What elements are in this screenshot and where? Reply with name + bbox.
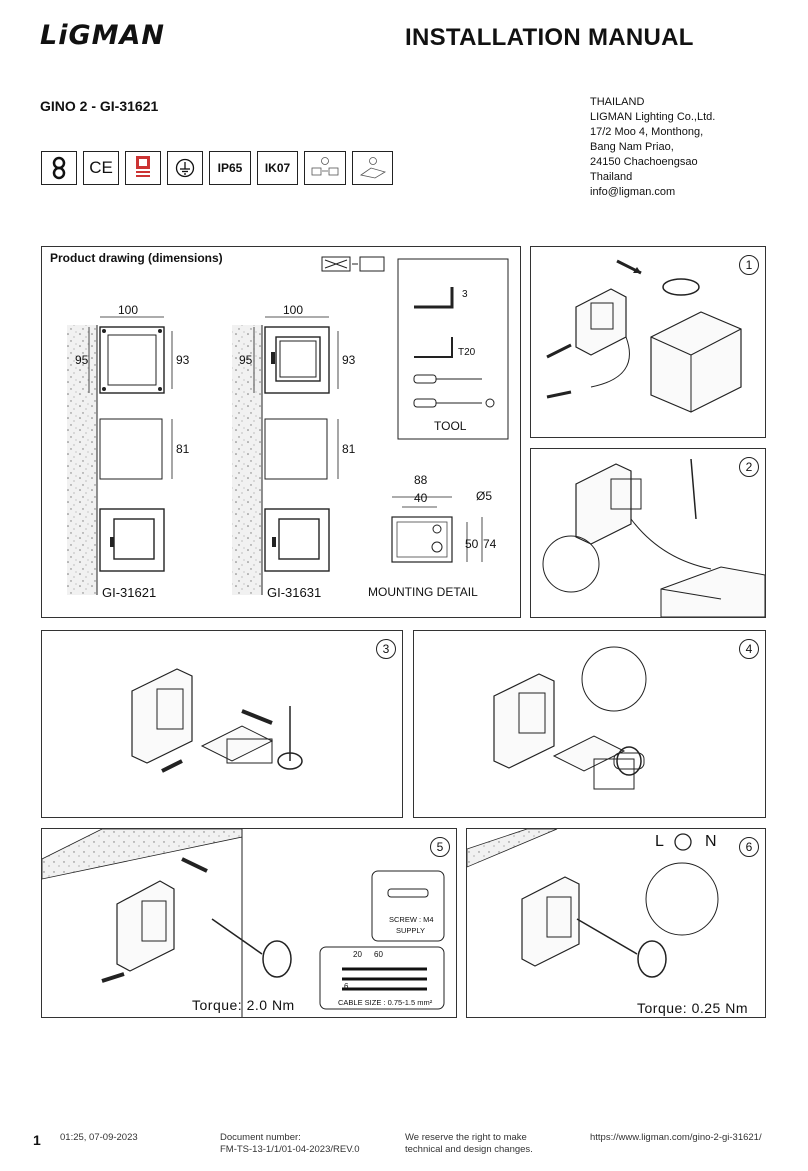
ip-rating-badge: IP65 <box>209 151 251 185</box>
strip-length-20: 20 <box>353 950 362 959</box>
tool-hex-size: 3 <box>462 289 468 300</box>
surface-mount-icon <box>304 151 346 185</box>
address-email: info@ligman.com <box>590 186 676 198</box>
dim-depth-a: 81 <box>176 442 190 456</box>
document-number-value: FM-TS-13-1/1/01-04-2023/REV.0 <box>220 1144 360 1155</box>
model-label-b: GI-31631 <box>267 585 322 600</box>
cable-size: CABLE SIZE : 0.75-1.5 mm² <box>338 998 433 1007</box>
address-line: 24150 Chachoengsao <box>590 156 698 168</box>
address-line: 17/2 Moo 4, Monthong, <box>590 126 704 138</box>
dim-height-b: 95 <box>239 353 253 367</box>
certification-row <box>41 151 393 185</box>
mount-width: 88 <box>414 473 428 487</box>
wire-neutral-label: N <box>705 833 717 850</box>
dim-height-a-right: 93 <box>176 353 190 367</box>
safety-mark-icon <box>125 151 161 185</box>
drawing-title: Product drawing (dimensions) <box>50 251 223 265</box>
address-line: THAILAND <box>590 96 645 108</box>
torque-value: Torque: 2.0 Nm <box>192 997 295 1013</box>
model-name: GINO 2 - GI-31621 <box>40 98 159 114</box>
step-number: 2 <box>739 457 759 477</box>
step-number: 1 <box>739 255 759 275</box>
step-6-panel <box>466 828 766 1018</box>
ce-mark-icon: CE <box>83 151 119 185</box>
dim-height-b-right: 93 <box>342 353 356 367</box>
strip-length-60: 60 <box>374 950 383 959</box>
mount-dim-50: 50 <box>465 537 479 551</box>
page-number: 1 <box>33 1132 41 1148</box>
screw-supply: SUPPLY <box>396 926 426 935</box>
company-address <box>590 95 715 200</box>
strip-length-6: 6 <box>344 982 349 991</box>
address-line: Thailand <box>590 171 633 183</box>
step-4-panel <box>413 630 766 818</box>
light-direction-icon <box>322 257 384 271</box>
dim-width-b: 100 <box>283 303 304 317</box>
step-1-illustration <box>531 247 765 437</box>
document-number-label: Document number: <box>220 1132 301 1143</box>
screw-label: SCREW : M4 <box>389 915 434 924</box>
address-line: LIGMAN Lighting Co.,Ltd. <box>590 111 716 123</box>
brand-logo: LiGMAN <box>40 20 165 51</box>
model-label-a: GI-31621 <box>102 585 157 600</box>
step-6-illustration <box>467 829 765 1017</box>
installation-icon <box>352 151 393 185</box>
step-2-illustration <box>531 449 765 617</box>
mount-hole-diameter: Ø5 <box>476 489 493 503</box>
mounting-detail-label: MOUNTING DETAIL <box>368 585 478 599</box>
address-line: Bang Nam Priao, <box>590 141 674 153</box>
dim-depth-b: 81 <box>342 442 356 456</box>
step-1-panel <box>530 246 766 438</box>
step-5-panel <box>41 828 457 1018</box>
dim-width-a: 100 <box>118 303 139 317</box>
dim-height-a: 95 <box>75 353 89 367</box>
mount-dim-74: 74 <box>483 537 497 551</box>
ik-rating-badge: IK07 <box>257 151 298 185</box>
wire-live-label: L <box>655 833 664 850</box>
step-2-panel <box>530 448 766 618</box>
tool-torx-size: T20 <box>458 347 476 358</box>
torque-value: Torque: 0.25 Nm <box>637 1000 748 1016</box>
tool-label: TOOL <box>434 419 467 433</box>
reserve-notice-line: We reserve the right to make <box>405 1132 527 1143</box>
reserve-notice <box>405 1132 533 1156</box>
step-number: 3 <box>376 639 396 659</box>
mount-hole-spacing: 40 <box>414 491 428 505</box>
step-3-panel <box>41 630 403 818</box>
step-4-illustration <box>414 631 765 817</box>
ground-icon <box>167 151 203 185</box>
product-url[interactable]: https://www.ligman.com/gino-2-gi-31621/ <box>590 1132 762 1143</box>
step-number: 4 <box>739 639 759 659</box>
step-3-illustration <box>42 631 402 817</box>
product-drawing-panel <box>41 246 521 618</box>
reserve-notice-line: technical and design changes. <box>405 1144 533 1155</box>
document-number <box>220 1132 360 1156</box>
class-ii-icon <box>41 151 77 185</box>
step-number: 5 <box>430 837 450 857</box>
page-title: INSTALLATION MANUAL <box>405 24 694 51</box>
step-number: 6 <box>739 837 759 857</box>
print-date: 01:25, 07-09-2023 <box>60 1132 138 1143</box>
